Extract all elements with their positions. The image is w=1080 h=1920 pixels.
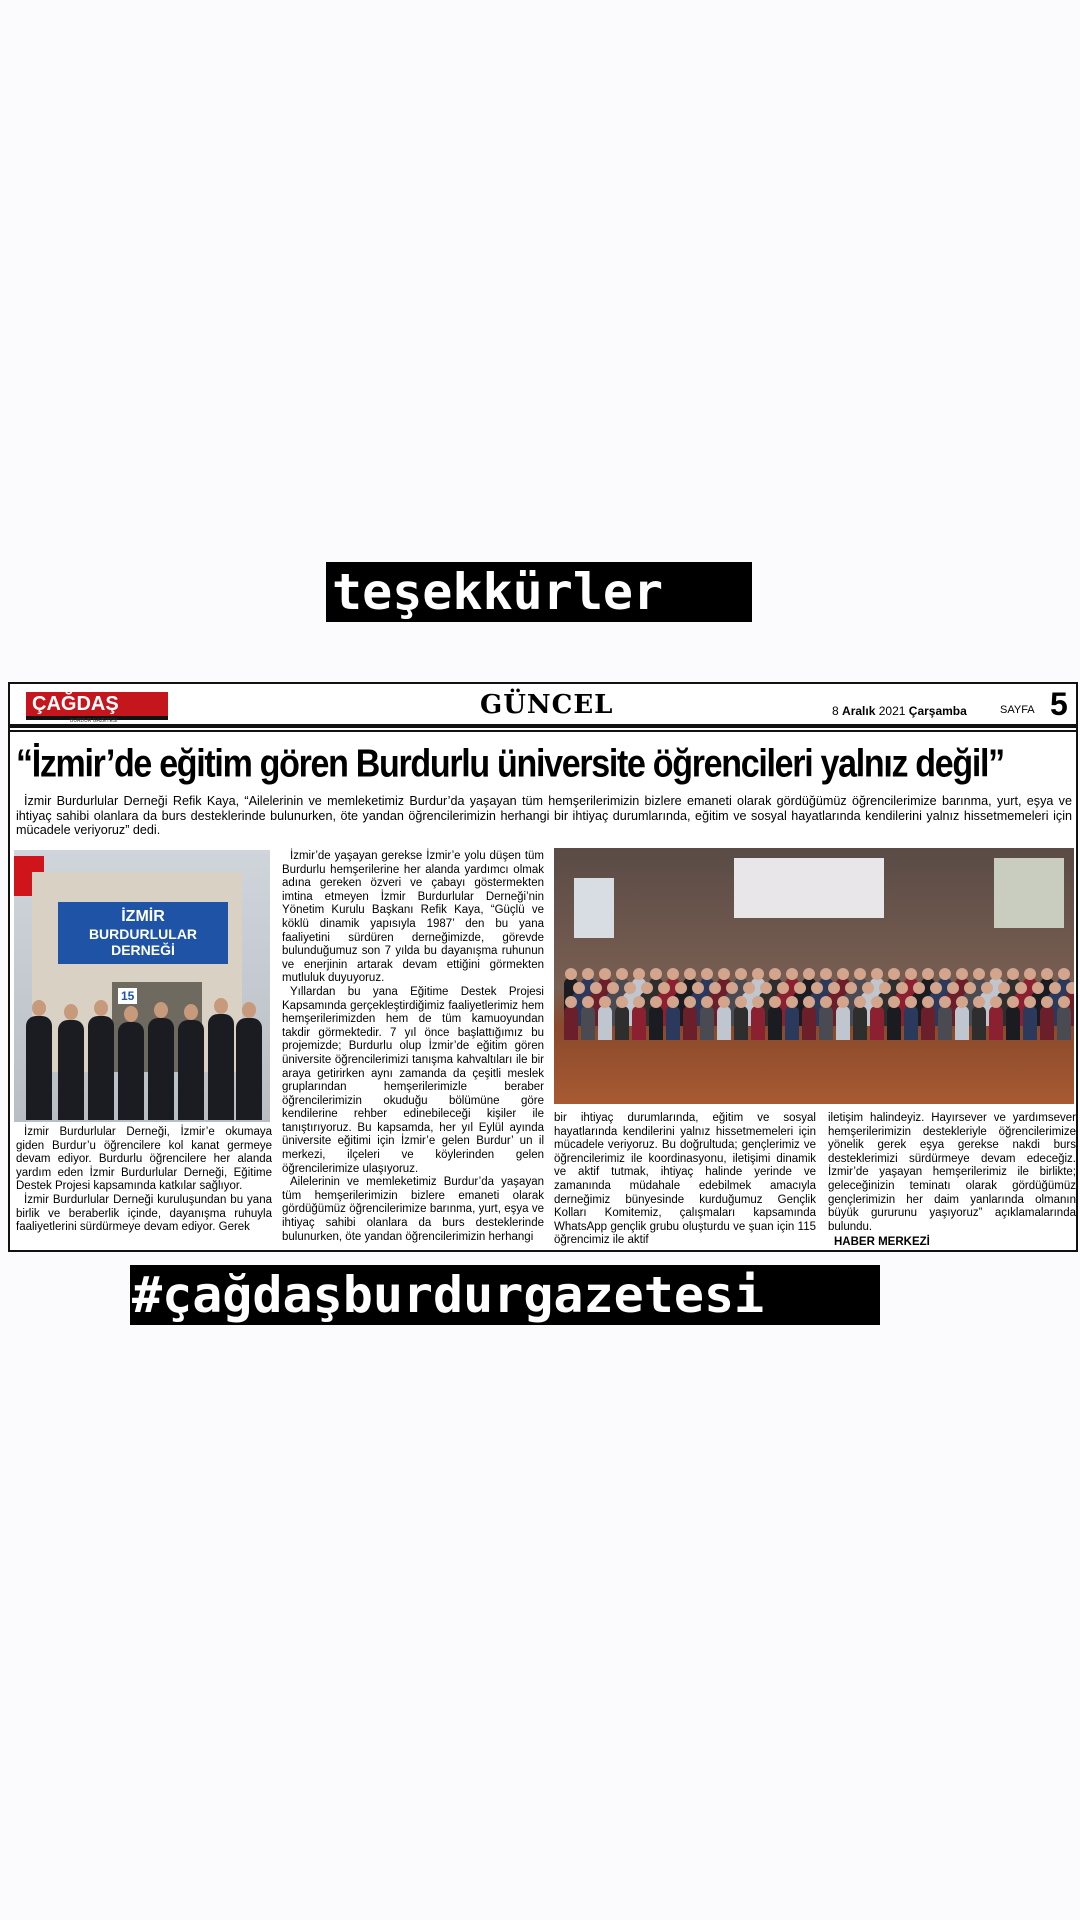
crowd-person-head bbox=[769, 996, 781, 1008]
crowd-person-head bbox=[811, 982, 823, 994]
crowd-person-head bbox=[871, 968, 883, 980]
crowd-person-head bbox=[854, 968, 866, 980]
crowd-person-head bbox=[871, 996, 883, 1008]
person bbox=[148, 1018, 174, 1120]
crowd-person bbox=[785, 1006, 799, 1040]
crowd-person-head bbox=[701, 968, 713, 980]
crowd-person-head bbox=[616, 968, 628, 980]
page-label: SAYFA bbox=[1000, 704, 1035, 716]
column-4 bbox=[828, 1112, 1076, 1250]
crowd-person-head bbox=[990, 996, 1002, 1008]
crowd-person-head bbox=[1015, 982, 1027, 994]
crowd-person-head bbox=[667, 968, 679, 980]
crowd-person bbox=[938, 1006, 952, 1040]
person-head bbox=[154, 1002, 168, 1018]
crowd-person-head bbox=[718, 968, 730, 980]
crowd-person-head bbox=[616, 996, 628, 1008]
column-3 bbox=[554, 1112, 816, 1248]
crowd-person bbox=[683, 1006, 697, 1040]
association-building-photo bbox=[14, 850, 270, 1122]
hashtag-sticker: #çağdaşburdurgazetesi bbox=[130, 1265, 880, 1325]
person-head bbox=[94, 1000, 108, 1016]
crowd-person-head bbox=[913, 982, 925, 994]
crowd-person-head bbox=[650, 996, 662, 1008]
crowd-person bbox=[1040, 1006, 1054, 1040]
crowd-person-head bbox=[888, 996, 900, 1008]
person bbox=[118, 1022, 144, 1120]
date-weekday: Çarşamba bbox=[908, 704, 967, 718]
crowd-person-head bbox=[658, 982, 670, 994]
crowd-person-head bbox=[1066, 982, 1074, 994]
masthead bbox=[10, 684, 1076, 728]
crowd-person-head bbox=[718, 996, 730, 1008]
crowd-person-head bbox=[735, 996, 747, 1008]
crowd-person bbox=[955, 1006, 969, 1040]
article-headline: “İzmir’de eğitim gören Burdurlu üniversite öğrencileri yalnız değil” bbox=[16, 742, 1004, 786]
crowd-person-head bbox=[599, 996, 611, 1008]
sign-line-2: BURDURLULAR DERNEĞİ bbox=[88, 926, 198, 958]
crowd-person-head bbox=[820, 968, 832, 980]
crowd-person-head bbox=[565, 968, 577, 980]
crowd-person-head bbox=[786, 968, 798, 980]
group-of-men bbox=[22, 990, 262, 1120]
crowd-person-head bbox=[837, 968, 849, 980]
person bbox=[58, 1020, 84, 1120]
crowd-person-head bbox=[633, 996, 645, 1008]
crowd-person bbox=[598, 1006, 612, 1040]
crowd-person-head bbox=[633, 968, 645, 980]
crowd-person-head bbox=[582, 968, 594, 980]
crowd-person bbox=[972, 1006, 986, 1040]
crowd-person-head bbox=[922, 996, 934, 1008]
crowd-person-head bbox=[1024, 968, 1036, 980]
student-breakfast-group-photo bbox=[554, 848, 1074, 1104]
crowd-person bbox=[836, 1006, 850, 1040]
crowd-person-head bbox=[939, 996, 951, 1008]
section-title: GÜNCEL bbox=[480, 690, 614, 720]
lead-paragraph: İzmir Burdurlular Derneği Refik Kaya, “Ailelerinin ve memleketimiz Burdur’da yaşayan tüm hemşerilerimizin bizlere emaneti olarak gördüğümüz öğrencilerimize barınma, yurt, eşya ve ihtiyaç sahibi olanlara da burs desteklerinde bulunurken, öte yandan öğrencilerimizin herhangi bir ihtiyaç durumlarında, eğitim ve sosyal hayatlarında kendilerini yalnız hissetmemeleri için mücadele veriyoruz” dedi. bbox=[16, 794, 1072, 837]
issue-date bbox=[832, 704, 967, 718]
crowd-person-head bbox=[820, 996, 832, 1008]
crowd-person-head bbox=[1032, 982, 1044, 994]
crowd-person bbox=[802, 1006, 816, 1040]
crowd-person bbox=[870, 1006, 884, 1040]
person-head bbox=[242, 1002, 256, 1018]
crowd-person-head bbox=[641, 982, 653, 994]
crowd-person-head bbox=[1024, 996, 1036, 1008]
crowd-person-head bbox=[1041, 996, 1053, 1008]
person-head bbox=[124, 1006, 138, 1022]
crowd-person-head bbox=[667, 996, 679, 1008]
crowd-person-head bbox=[624, 982, 636, 994]
crowd-person-head bbox=[726, 982, 738, 994]
crowd-person-head bbox=[701, 996, 713, 1008]
crowd-person bbox=[1023, 1006, 1037, 1040]
crowd-person-head bbox=[743, 982, 755, 994]
crowd-person-head bbox=[573, 982, 585, 994]
crowd-person bbox=[921, 1006, 935, 1040]
crowd-person-head bbox=[1007, 996, 1019, 1008]
crowd-person-head bbox=[650, 968, 662, 980]
crowd-person-head bbox=[607, 982, 619, 994]
crowd-person-head bbox=[803, 968, 815, 980]
byline: HABER MERKEZİ bbox=[834, 1236, 930, 1249]
crowd-person-head bbox=[922, 968, 934, 980]
crowd-person-head bbox=[709, 982, 721, 994]
newspaper-logo-subtitle: BURDUR GAZETESİ bbox=[70, 718, 118, 724]
crowd-person-head bbox=[786, 996, 798, 1008]
crowd-person-head bbox=[752, 996, 764, 1008]
person-head bbox=[214, 998, 228, 1014]
door-number: 15 bbox=[118, 988, 137, 1004]
crowd-person-head bbox=[854, 996, 866, 1008]
hall-wall bbox=[994, 858, 1064, 928]
crowd-person-head bbox=[1007, 968, 1019, 980]
crowd-person-head bbox=[684, 968, 696, 980]
crowd-person bbox=[581, 1006, 595, 1040]
crowd-person bbox=[700, 1006, 714, 1040]
crowd-person-head bbox=[905, 996, 917, 1008]
divider bbox=[10, 730, 1076, 732]
crowd-person-head bbox=[990, 968, 1002, 980]
column-4-paragraph: iletişim halindeyiz. Hayırsever ve yardımsever hemşerilerimizin destekleriyle öğrencilerimize yönelik gerek eşya gerekse nakdi burs desteklerimizi sürdürmeye devam edeceğiz. İzmir’de yaşayan hemşerilerimiz ile birlikte; geleceğinizin teminatı olarak gördüğümüz gençlerimizin her daim yanlarında olmanın büyük gururunu yaşıyoruz” açıklamalarında bulundu. bbox=[828, 1112, 1076, 1233]
crowd-person-head bbox=[752, 968, 764, 980]
crowd-person-head bbox=[956, 996, 968, 1008]
person bbox=[236, 1018, 262, 1120]
crowd-person bbox=[632, 1006, 646, 1040]
crowd-person-head bbox=[964, 982, 976, 994]
hall-window bbox=[574, 878, 614, 938]
crowd-person-head bbox=[845, 982, 857, 994]
crowd-person-head bbox=[947, 982, 959, 994]
crowd-person-head bbox=[896, 982, 908, 994]
crowd-person bbox=[615, 1006, 629, 1040]
crowd-person-head bbox=[1041, 968, 1053, 980]
crowd-person-head bbox=[582, 996, 594, 1008]
crowd-person-head bbox=[828, 982, 840, 994]
column-2-paragraph: Ailelerinin ve memleketimiz Burdur’da yaşayan tüm hemşerilerimizin bizlere emaneti olarak gördüğümüz öğrencilerimize barınma, yurt, eşya ve ihtiyaç sahibi olanlara da burs desteklerinde bulunurken, öte yandan öğrencilerimizin herhangi bbox=[282, 1176, 544, 1243]
column-1-paragraph: İzmir Burdurlular Derneği, İzmir’e okumaya giden Burdur’u öğrencilere kol kanat germeye devam ediyor. Burdurlu öğrencilere her alanda yardım eden İzmir Burdurlular Derneği, Eğitime Destek Projesi kapsamında katkılar sağlıyor. bbox=[16, 1126, 272, 1193]
crowd-person-head bbox=[599, 968, 611, 980]
crowd-person-head bbox=[1049, 982, 1061, 994]
crowd-person bbox=[989, 1006, 1003, 1040]
person bbox=[26, 1016, 52, 1120]
person-head bbox=[64, 1004, 78, 1020]
column-2-paragraph: İzmir’de yaşayan gerekse İzmir’e yolu düşen tüm Burdurlu hemşerilerine her alanda yardımcı olmak adına gereken özveri ve çabayı göstermekten imtina etmeyen İzmir Burdurlular Derneği’nin Yönetim Kurulu Başkanı Refik Kaya, “Güçlü ve köklü dinamik yapısıyla 1987’ den bu yana faaliyetini sürdüren derneğimizde, görevde bulunduğumuz son 7 yılda bu dayanışma ruhunun ve enerjinin artarak devam ettiğini görmekten mutluluk duyuyoruz. bbox=[282, 850, 544, 985]
column-1-paragraph: İzmir Burdurlular Derneği kuruluşundan bu yana birlik ve beraberlik içinde, dayanışma ruhuyla faaliyetlerini sürdürmeye devam ediyor. Gerek bbox=[16, 1193, 272, 1234]
crowd-person-head bbox=[675, 982, 687, 994]
crowd-person-head bbox=[998, 982, 1010, 994]
thanks-sticker: teşekkürler bbox=[326, 562, 752, 622]
sign-line-1: İZMİR bbox=[121, 908, 165, 925]
crowd-person bbox=[751, 1006, 765, 1040]
crowd-person bbox=[1006, 1006, 1020, 1040]
column-2-paragraph: Yıllardan bu yana Eğitime Destek Projesi Kapsamında gerçekleştirdiğimiz faaliyetlerimiz hem hemşerilerimizden hem de tüm kamuoyundan takdir görmektedir. 7 yıl önce başlattığımız bu projemizde; Burdurlu olup İzmir’de eğitim gören üniversite öğrencilerimizi tanışma kahvaltıları ile bir araya getirirken aynı zamanda da çeşitli meslek gruplarından hemşerilerimizle beraber öğrencilerimizin okuduğu bölümüne göre kendilerine rehber edinebileceği kişiler ile tanıştırıyoruz. Bu kapsamda, her yıl Eylül ayında üniversite eğitimi için İzmir’e gelen Burdur’ un il merkezi, ilçeleri ve köylerinden gelen öğrencilerimize ulaşıyoruz. bbox=[282, 985, 544, 1175]
hall-tables bbox=[734, 858, 884, 918]
person bbox=[88, 1016, 114, 1120]
crowd-person-head bbox=[692, 982, 704, 994]
crowd-person bbox=[1057, 1006, 1071, 1040]
column-3-paragraph: bir ihtiyaç durumlarında, eğitim ve sosyal hayatlarında kendilerini yalnız hissetmemeleri için mücadele veriyoruz. Bu doğrultuda; gençlerimiz ve öğrencilerimiz ile koordinasyonu, iletişimi dinamik ve aktif tutmak, ihtiyaç halinde yerinde ve zamanında müdahale edebilmek amacıyla derneğimiz bünyesinde kurduğumuz Gençlik Kolları Komitemiz, çalışmaları kapsamında WhatsApp gençlik grubu oluşturdu ve şuan için 115 öğrencimiz ile aktif bbox=[554, 1112, 816, 1247]
person bbox=[178, 1020, 204, 1120]
crowd-person-head bbox=[565, 996, 577, 1008]
crowd-person-head bbox=[973, 968, 985, 980]
crowd-person bbox=[768, 1006, 782, 1040]
crowd-person-head bbox=[930, 982, 942, 994]
crowd-person-head bbox=[1058, 996, 1070, 1008]
crowd-person-head bbox=[590, 982, 602, 994]
crowd-person-head bbox=[1058, 968, 1070, 980]
crowd-person bbox=[887, 1006, 901, 1040]
crowd-person-head bbox=[684, 996, 696, 1008]
crowd-person bbox=[734, 1006, 748, 1040]
crowd-person bbox=[819, 1006, 833, 1040]
crowd-person-head bbox=[803, 996, 815, 1008]
crowd-person-head bbox=[888, 968, 900, 980]
person bbox=[208, 1014, 234, 1120]
newspaper-clipping bbox=[8, 682, 1078, 1252]
crowd-person bbox=[717, 1006, 731, 1040]
crowd-person-head bbox=[905, 968, 917, 980]
crowd-person bbox=[564, 1006, 578, 1040]
association-sign bbox=[58, 902, 228, 964]
crowd-person-head bbox=[879, 982, 891, 994]
date-month: Aralık bbox=[842, 704, 876, 718]
crowd-person-head bbox=[973, 996, 985, 1008]
crowd-person bbox=[904, 1006, 918, 1040]
crowd-person-head bbox=[981, 982, 993, 994]
newspaper-logo: ÇAĞDAŞ bbox=[26, 692, 168, 720]
person-head bbox=[184, 1004, 198, 1020]
crowd-person bbox=[853, 1006, 867, 1040]
crowd-person-head bbox=[956, 968, 968, 980]
crowd-person-head bbox=[837, 996, 849, 1008]
column-1 bbox=[16, 1126, 272, 1235]
crowd-person bbox=[666, 1006, 680, 1040]
date-year: 2021 bbox=[878, 704, 906, 718]
crowd-person bbox=[649, 1006, 663, 1040]
crowd-person-head bbox=[777, 982, 789, 994]
article-lead bbox=[16, 794, 1072, 838]
crowd-person-head bbox=[939, 968, 951, 980]
person-head bbox=[32, 1000, 46, 1016]
date-day: 8 bbox=[832, 704, 839, 718]
crowd-person-head bbox=[769, 968, 781, 980]
crowd-person-head bbox=[862, 982, 874, 994]
page-number: 5 bbox=[1050, 686, 1068, 722]
student-crowd bbox=[554, 968, 1074, 1038]
crowd-person-head bbox=[735, 968, 747, 980]
crowd-person-head bbox=[794, 982, 806, 994]
crowd-person-head bbox=[760, 982, 772, 994]
column-2 bbox=[282, 850, 544, 1244]
